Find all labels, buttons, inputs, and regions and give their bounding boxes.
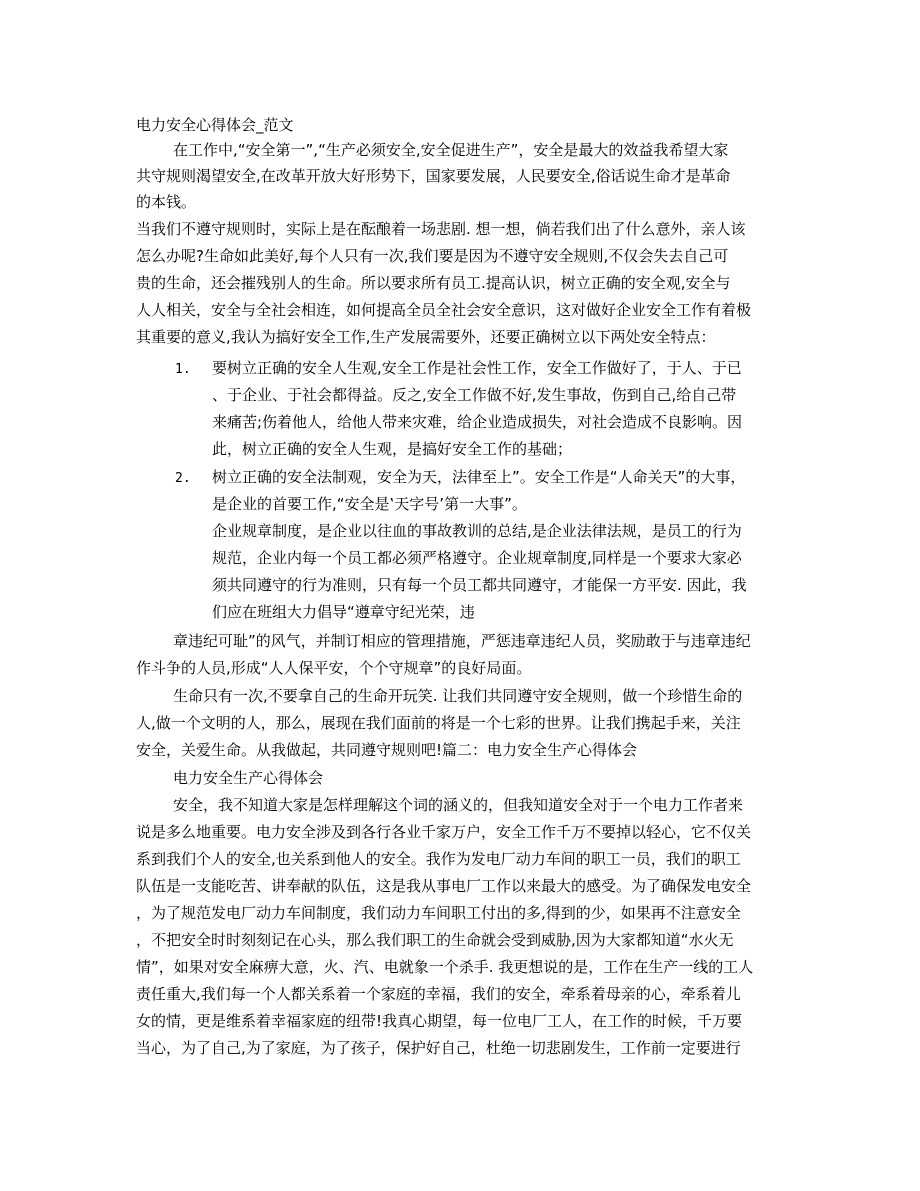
paragraph-line: 人人相关，安全与全社会相连，如何提高全员全社会安全意识，这对做好企业安全工作有着极 [136, 301, 752, 319]
paragraph-line: 作斗争的人员,形成“人人保平安，个个守规章”的良好局面。 [136, 659, 532, 677]
paragraph-line: 怎么办呢?生命如此美好,每个人只有一次,我们要是因为不遵守安全规则,不仅会失去自己可 [136, 247, 729, 265]
list-number: 2. [175, 471, 191, 486]
list-item-line: 企业规章制度，是企业以往血的事故教训的总结,是企业法律法规，是员工的行为 [212, 522, 742, 540]
paragraph-line: 人,做一个文明的人，那么，展现在我们面前的将是一个七彩的世界。让我们携起手来，关注 [136, 714, 741, 732]
list-item-line: 、于企业、于社会都得益。反之,安全工作做不好,发生事故，伤到自己,给自己带 [212, 386, 737, 404]
paragraph-line: 生命只有一次,不要拿自己的生命开玩笑. 让我们共同遵守安全规则，做一个珍惜生命的 [173, 687, 743, 705]
paragraph-line: 情”，如果对安全麻痹大意，火、汽、电就象一个杀手. 我更想说的是，工作在生产一线的工人 [136, 958, 754, 976]
list-item-line: 们应在班组大力倡导“遵章守纪光荣，违 [212, 603, 475, 621]
list-number: 1. [175, 362, 191, 377]
list-item-line: 此，树立正确的安全人生观，是搞好安全工作的基础； [212, 440, 573, 458]
paragraph-line: 其重要的意义,我认为搞好安全工作,生产发展需要外，还要正确树立以下两处安全特点： [136, 328, 716, 346]
paragraph-line: 队伍是一支能吃苦、讲奉献的队伍，这是我从事电厂工作以来最大的感受。为了确保发电安全 [136, 877, 752, 895]
paragraph-line: 的本钱。 [136, 193, 197, 211]
list-item-line: 须共同遵守的行为准则，只有每一个员工都共同遵守，才能保一方平安. 因此，我 [212, 576, 747, 594]
document-title: 电力安全心得体会_范文 [136, 116, 294, 134]
paragraph-line: 当心，为了自己,为了家庭，为了孩子，保护好自己，杜绝一切悲剧发生，工作前一定要进行 [136, 1039, 741, 1057]
paragraph-line: 系到我们个人的安全,也关系到他人的安全。我作为发电厂动力车间的职工一员，我们的职工 [136, 850, 741, 868]
list-item-line: 树立正确的安全法制观，安全为天，法律至上”。安全工作是“人命关天”的大事， [212, 468, 746, 486]
list-item-line: 要树立正确的安全人生观,安全工作是社会性工作，安全工作做好了，于人、于已 [212, 359, 742, 377]
paragraph-line: ，为了规范发电厂动力车间制度，我们动力车间职工付出的多,得到的少，如果再不注意安全 [136, 904, 741, 922]
paragraph-line: 章违纪可耻”的风气，并制订相应的管理措施，严惩违章违纪人员，奖励敢于与违章违纪 [173, 632, 751, 650]
list-item-line: 来痛苦;伤着他人，给他人带来灾难，给企业造成损失，对社会造成不良影响。因 [212, 413, 743, 431]
paragraph-line: 安全，关爱生命。从我做起，共同遵守规则吧!篇二：电力安全生产心得体会 [136, 741, 638, 759]
list-item-line: 是企业的首要工作,“安全是‛天字号’第一大事”。 [212, 495, 527, 513]
paragraph-line: ，不把安全时时刻刻记在心头，那么我们职工的生命就会受到威胁,因为大家都知道“水火无 [136, 931, 734, 949]
list-item-line: 规范，企业内每一个员工都必须严格遵守。企业规章制度,同样是一个要求大家必 [212, 549, 742, 567]
paragraph-line: 当我们不遵守规则时，实际上是在酝酿着一场悲剧. 想一想，倘若我们出了什么意外，亲人该 [136, 220, 746, 238]
paragraph-line: 责任重大,我们每一个人都关系着一个家庭的幸福，我们的安全，牵系着母亲的心，牵系着儿 [136, 985, 741, 1003]
section-heading: 电力安全生产心得体会 [173, 769, 324, 787]
paragraph-line: 说是多么地重要。电力安全涉及到各行各业千家万户，安全工作千万不要掉以轻心，它不仅关 [136, 823, 752, 841]
paragraph-line: 共守规则渴望安全,在改革开放大好形势下，国家要发展，人民要安全,俗话说生命才是革命 [136, 167, 731, 185]
paragraph-line: 贵的生命，还会摧残别人的生命。所以要求所有员工.提高认识，树立正确的安全观,安全与 [136, 274, 731, 292]
paragraph-line: 在工作中,“安全第一”,“生产必须安全,安全促进生产”，安全是最大的效益我希望大家 [173, 141, 729, 159]
paragraph-line: 女的情，更是维系着幸福家庭的纽带!我真心期望，每一位电厂工人，在工作的时候，千万要 [136, 1012, 743, 1030]
paragraph-line: 安全，我不知道大家是怎样理解这个词的涵义的，但我知道安全对于一个电力工作者来 [173, 796, 744, 814]
